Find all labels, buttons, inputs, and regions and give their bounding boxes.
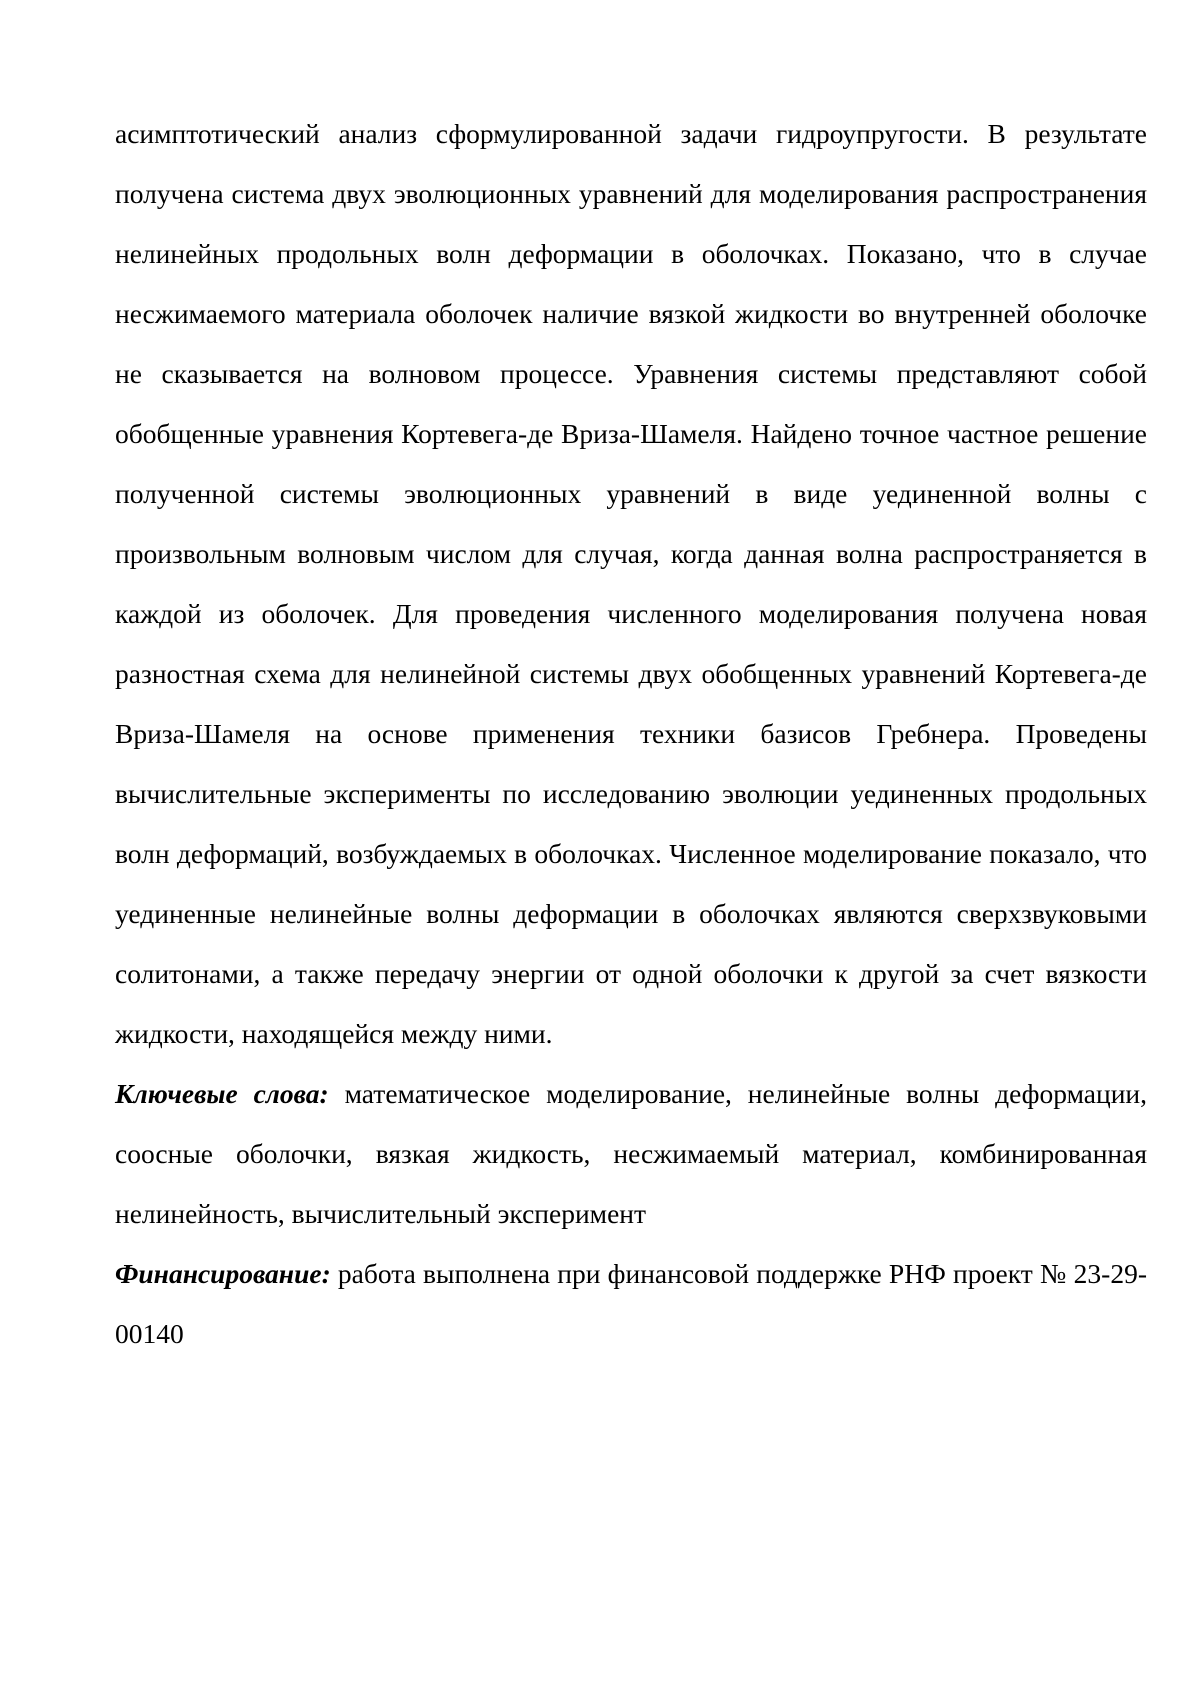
keywords-text: математическое моделирование, нелинейные волны деформации, соосные оболочки, вязкая жидкость, несжимаемый материал, комбинированная нелинейность, вычислительный эксперимент bbox=[115, 1078, 1148, 1229]
funding-paragraph bbox=[115, 1244, 1147, 1364]
funding-text: работа выполнена при финансовой поддержке РНФ проект № 23-29-00140 bbox=[115, 1258, 1147, 1349]
keywords-paragraph bbox=[115, 1064, 1147, 1244]
funding-label: Финансирование: bbox=[115, 1258, 331, 1289]
abstract-paragraph: асимптотический анализ сформулированной задачи гидроупругости. В результате получена система двух эволюционных уравнений для моделирования распространения нелинейных продольных волн деформации в оболочках. Показано, что в случае несжимаемого материала оболочек наличие вязкой жидкости во внутренней оболочке не сказывается на волновом процессе. Уравнения системы представляют собой обобщенные уравнения Кортевега-де Вриза-Шамеля. Найдено точное частное решение полученной системы эволюционных уравнений в виде уединенной волны с произвольным волновым числом для случая, когда данная волна распространяется в каждой из оболочек. Для проведения численного моделирования получена новая разностная схема для нелинейной системы двух обобщенных уравнений Кортевега-де Вриза-Шамеля на основе применения техники базисов Гребнера. Проведены вычислительные эксперименты по исследованию эволюции уединенных продольных волн деформаций, возбуждаемых в оболочках. Численное моделирование показало, что уединенные нелинейные волны деформации в оболочках являются сверхзвуковыми солитонами, а также передачу энергии от одной оболочки к другой за счет вязкости жидкости, находящейся между ними. bbox=[115, 118, 1147, 1049]
keywords-label: Ключевые слова: bbox=[115, 1078, 329, 1109]
document-page bbox=[115, 104, 1147, 1364]
